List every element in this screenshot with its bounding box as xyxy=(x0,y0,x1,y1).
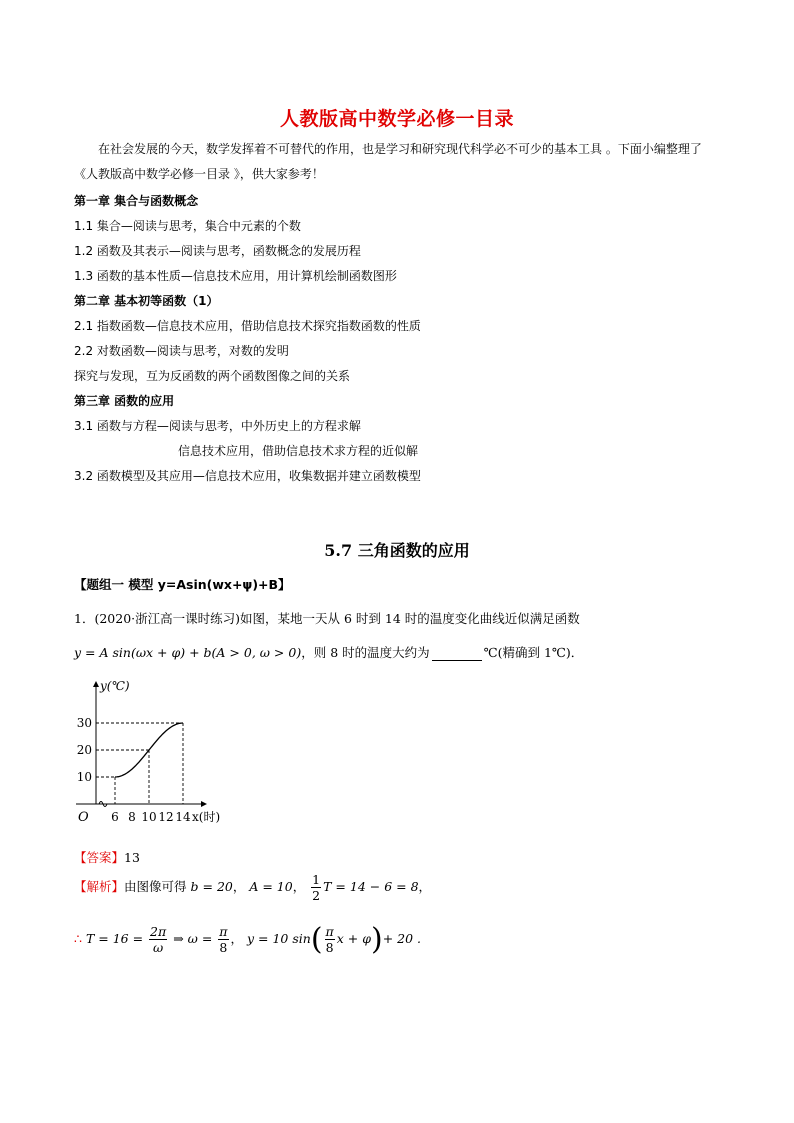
toc-item-2-2: 2.2 对数函数—阅读与思考，对数的发明 xyxy=(74,344,289,358)
result-a: A = 10 xyxy=(249,879,293,894)
answer-blank xyxy=(432,648,482,661)
question-1-unit: ℃(精确到 1℃)． xyxy=(483,645,584,660)
half-period-equation: T = 14 − 6 = 8 xyxy=(323,879,419,894)
pi-over-8: $\frac{\pi}{8}$ xyxy=(219,924,228,955)
two-pi-over-omega: $\frac{2\pi}{\omega}$ xyxy=(150,924,167,955)
temperature-curve xyxy=(115,723,183,777)
question-group-heading: 【题组一 模型 y=Asin(wx+ψ)+B】 xyxy=(74,577,291,592)
x-plus-phi: x + φ xyxy=(336,931,371,946)
x-tick-14: 14 xyxy=(175,810,191,824)
analysis-line-2: ∴ T = 16 = $\frac{2\pi}{\omega}$ ⇒ ω = $\frac{\pi}{8}$ ， y = 10 sin( $\frac{\pi}{8}$ x + φ)+ 20 . xyxy=(74,922,422,957)
x-tick-8: 8 xyxy=(128,810,136,824)
result-b: b = 20 xyxy=(190,879,233,894)
x-tick-10: 10 xyxy=(141,810,157,824)
chapter-2-heading: 第二章 基本初等函数（1） xyxy=(74,294,219,308)
toc-item-1-3: 1.3 函数的基本性质—信息技术应用，用计算机绘制函数图形 xyxy=(74,269,397,283)
y-axis-label: y(℃) xyxy=(100,679,130,693)
chapter-3-heading: 第三章 函数的应用 xyxy=(74,394,175,408)
analysis-line-1: 【解析】由图像可得 b = 20， A = 10， $\frac{1}{2}$ T = 14 − 6 = 8， xyxy=(74,872,432,903)
pi-over-8-inner: $\frac{\pi}{8}$ xyxy=(325,924,334,955)
plus-twenty: + 20 . xyxy=(382,931,422,946)
model-formula: y = A sin(ωx + φ) + b(A > 0, ω > 0) xyxy=(74,645,302,660)
x-tick-6: 6 xyxy=(111,810,119,824)
section-title: 5.7 三角函数的应用 xyxy=(324,541,470,560)
toc-item-3-1: 3.1 函数与方程—阅读与思考，中外历史上的方程求解 xyxy=(74,419,361,433)
toc-item-1-2: 1.2 函数及其表示—阅读与思考，函数概念的发展历程 xyxy=(74,244,361,258)
analysis-label: 【解析】 xyxy=(74,879,125,894)
period-equation: T = 16 = xyxy=(85,931,144,946)
omega-equation: ⇒ ω = xyxy=(173,931,213,946)
temperature-chart xyxy=(68,676,238,826)
y-tick-30: 30 xyxy=(76,716,92,730)
toc-item-2-1: 2.1 指数函数—信息技术应用，借助信息技术探究指数函数的性质 xyxy=(74,319,421,333)
question-1-text: 1．(2020·浙江高一课时练习)如图，某地一天从 6 时到 14 时的温度变化曲线近似满足函数 xyxy=(74,611,580,626)
x-axis-label: x(时) xyxy=(192,810,221,824)
y-tick-20: 20 xyxy=(76,743,92,757)
y-tick-10: 10 xyxy=(76,770,92,784)
answer-line xyxy=(74,848,140,866)
question-1-formula-line xyxy=(74,643,583,661)
intro-paragraph: 在社会发展的今天，数学发挥着不可替代的作用，也是学习和研究现代科学必不可少的基本工具 。下面小编整理了《人教版高中数学必修一目录 》，供大家参考！ xyxy=(74,142,702,181)
x-tick-12: 12 xyxy=(158,810,174,824)
analysis-text: 由图像可得 xyxy=(124,879,187,894)
question-1-ask: ，则 8 时的温度大约为 xyxy=(301,645,430,660)
toc-item-1-1: 1.1 集合—阅读与思考，集合中元素的个数 xyxy=(74,219,301,233)
toc-item-2-3: 探究与发现，互为反函数的两个函数图像之间的关系 xyxy=(74,369,351,383)
origin-label: O xyxy=(78,810,89,825)
half-fraction: $\frac{1}{2}$ xyxy=(312,872,321,903)
final-function: y = 10 sin xyxy=(246,931,311,946)
chapter-1-heading: 第一章 集合与函数概念 xyxy=(74,194,199,208)
answer-label: 【答案】 xyxy=(74,850,125,865)
therefore-symbol: ∴ xyxy=(74,931,82,946)
answer-value: 13 xyxy=(124,850,140,865)
toc-item-3-2: 3.2 函数模型及其应用—信息技术应用，收集数据并建立函数模型 xyxy=(74,469,421,483)
document-title: 人教版高中数学必修一目录 xyxy=(279,108,514,130)
toc-item-3-1b: 信息技术应用，借助信息技术求方程的近似解 xyxy=(178,444,419,458)
